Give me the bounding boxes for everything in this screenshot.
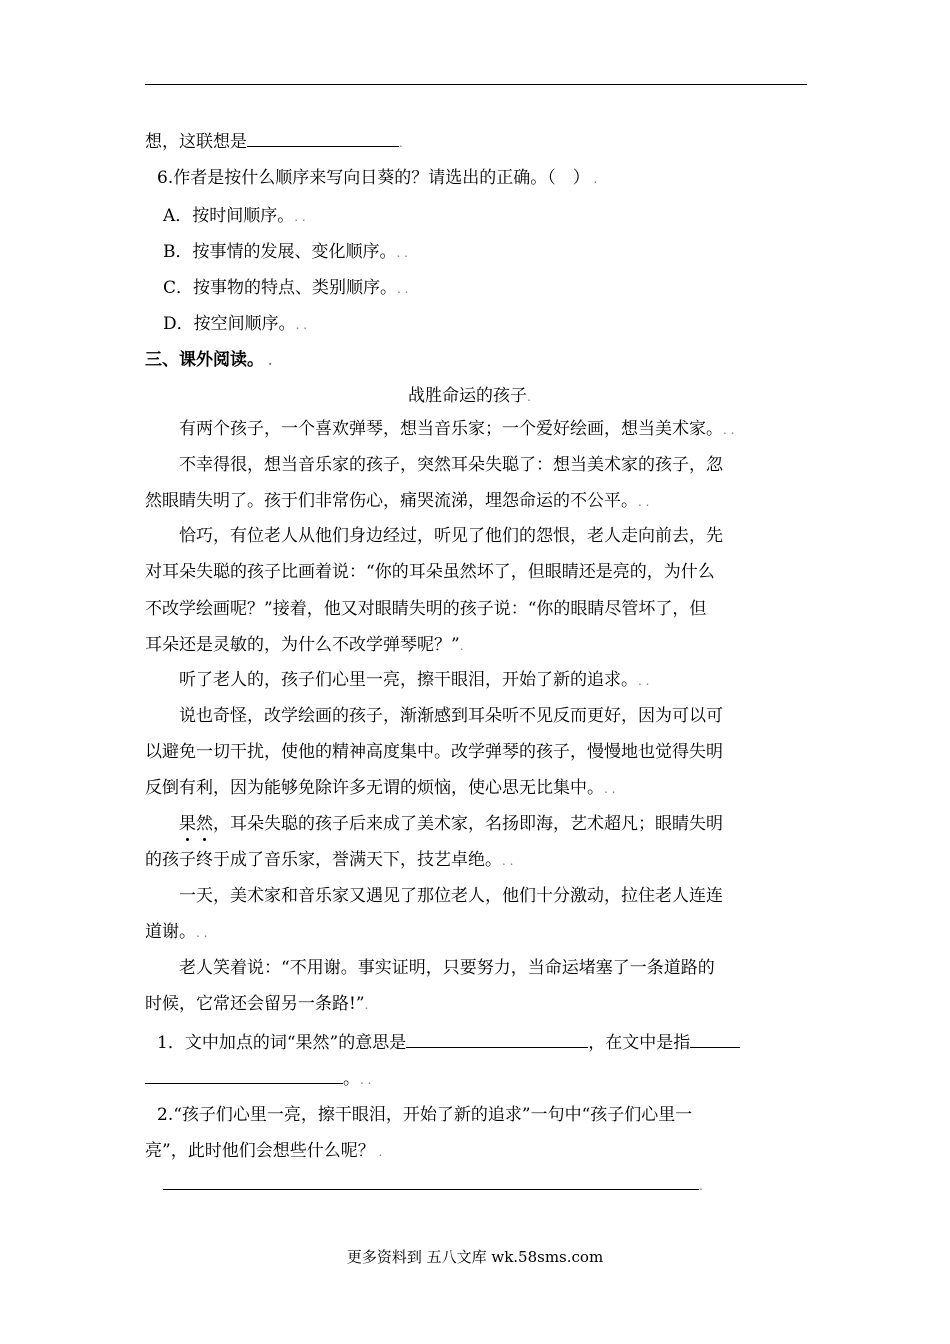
story-paragraph-5-line-3: 反倒有利，因为能够免除许多无谓的烦恼，使心思无比集中。. . — [145, 778, 616, 798]
q6-option-d[interactable]: D．按空间顺序。. . — [163, 314, 308, 334]
q1-context-blank-start[interactable] — [690, 1046, 740, 1048]
story-paragraph-3-line-1: 恰巧，有位老人从他们身边经过，听见了他们的怨恨，老人走向前去，先 — [179, 526, 723, 546]
story-paragraph-8-line-1: 老人笑着说：“不用谢。事实证明，只要努力，当命运堵塞了一条道路的 — [179, 958, 715, 978]
story-title-text: 战胜命运的孩子 — [408, 386, 527, 406]
q5-tail-text: 想，这联想是 — [145, 132, 247, 152]
story-paragraph-6-line-2: 的孩子终于成了音乐家，誉满天下，技艺卓绝。. . — [145, 850, 514, 870]
p6-l1-text: ，耳朵失聪的孩子后来成了美术家，名扬即海，艺术超凡；眼睛失明 — [213, 814, 723, 834]
story-paragraph-4: 听了老人的，孩子们心里一亮，擦干眼泪，开始了新的追求。. . — [179, 670, 650, 690]
q2-l2-text: 亮”，此时他们会想些什么呢？ — [145, 1141, 375, 1161]
emphasis-dotted-char: 然 — [196, 809, 213, 834]
p6-l2-text: 的孩子终于成了音乐家，誉满天下，技艺卓绝。 — [145, 850, 502, 870]
q1-end-text: 。 — [343, 1069, 360, 1089]
q6-option-b[interactable]: B．按事情的发展、变化顺序。. . — [163, 242, 408, 262]
story-paragraph-2-line-1: 不幸得很，想当音乐家的孩子，突然耳朵失聪了：想当美术家的孩子，忽 — [179, 455, 723, 475]
q6-option-c-text: C．按事物的特点、类别顺序。 — [163, 278, 398, 298]
q6-option-c[interactable]: C．按事物的特点、类别顺序。. . — [163, 278, 409, 298]
q5-answer-blank[interactable] — [247, 145, 399, 147]
p3-l4-text: 耳朵还是灵敏的，为什么不改学弹琴呢？” — [145, 635, 460, 655]
question-2-line-1: 2.“孩子们心里一亮，擦干眼泪，开始了新的追求”一句中“孩子们心里一 — [157, 1105, 693, 1125]
question-2-line-2: 亮”，此时他们会想些什么呢？ . — [145, 1141, 383, 1161]
q2-answer-blank[interactable] — [163, 1188, 699, 1190]
q1-context-blank-end[interactable] — [145, 1082, 343, 1084]
top-rule — [145, 84, 807, 85]
story-paragraph-5-line-1: 说也奇怪，改学绘画的孩子，渐渐感到耳朵听不见反而更好，因为可以可 — [179, 706, 723, 726]
section3-heading-text: 三、课外阅读。 — [145, 350, 264, 370]
footer-credit: 更多资料到 五八文库 wk.58sms.com — [346, 1248, 604, 1266]
q2-answer-line: . — [163, 1175, 703, 1195]
q6-option-a[interactable]: A．按时间顺序。. . — [163, 206, 306, 226]
question-1-line-2: 。. . — [145, 1064, 371, 1089]
story-paragraph-6-line-1 — [179, 809, 723, 834]
story-paragraph-7-line-2: 道谢。. . — [145, 922, 208, 942]
story-paragraph-8-line-2: 时候，它常还会留另一条路!”. — [145, 994, 369, 1014]
p4-text: 听了老人的，孩子们心里一亮，擦干眼泪，开始了新的追求。 — [179, 670, 638, 690]
q1-text-a: 1．文中加点的词“果然”的意思是 — [157, 1033, 407, 1053]
story-paragraph-5-line-2: 以避免一切干扰，使他的精神高度集中。改学弹琴的孩子，慢慢地也觉得失明 — [145, 742, 723, 762]
p7-l2-text: 道谢。 — [145, 922, 196, 942]
q5-tail-line: 想，这联想是 . — [145, 132, 403, 152]
p8-l2-text: 时候，它常还会留另一条路!” — [145, 994, 365, 1014]
q1-text-b: ，在文中是指 — [588, 1033, 691, 1053]
p2-l2-text: 然眼睛失明了。孩于们非常伤心，痛哭流涕，埋怨命运的不公平。 — [145, 491, 638, 511]
story-paragraph-1: 有两个孩子，一个喜欢弹琴，想当音乐家；一个爱好绘画，想当美术家。. . — [179, 419, 735, 439]
p1-text: 有两个孩子，一个喜欢弹琴，想当音乐家；一个爱好绘画，想当美术家。 — [179, 419, 723, 439]
q6-option-d-text: D．按空间顺序。 — [163, 314, 296, 334]
story-paragraph-3-line-4: 耳朵还是灵敏的，为什么不改学弹琴呢？”. — [145, 635, 464, 655]
emphasis-dotted-char: 果 — [179, 809, 196, 834]
q6-option-b-text: B．按事情的发展、变化顺序。 — [163, 242, 397, 262]
story-paragraph-3-line-3: 不改学绘画呢？”接着，他又对眼睛失明的孩子说：“你的眼睛尽管坏了，但 — [145, 599, 707, 619]
q6-option-a-text: A．按时间顺序。 — [163, 206, 295, 226]
q6-text: 6.作者是按什么顺序来写向日葵的？请选出的正确。（ ） — [157, 168, 590, 188]
section3-heading: 三、课外阅读。 . — [145, 350, 273, 370]
question-1-line-1 — [157, 1028, 740, 1053]
q1-meaning-blank[interactable] — [406, 1046, 588, 1048]
p5-l3-text: 反倒有利，因为能够免除许多无谓的烦恼，使心思无比集中。 — [145, 778, 604, 798]
story-paragraph-7-line-1: 一天，美术家和音乐家又遇见了那位老人，他们十分激动，拉住老人连连 — [179, 886, 723, 906]
q6-question: 6.作者是按什么顺序来写向日葵的？请选出的正确。（ ） . — [157, 168, 598, 188]
story-title: 战胜命运的孩子. — [408, 386, 531, 406]
story-paragraph-2-line-2: 然眼睛失明了。孩于们非常伤心，痛哭流涕，埋怨命运的不公平。. . — [145, 491, 650, 511]
story-paragraph-3-line-2: 对耳朵失聪的孩子比画着说：“你的耳朵虽然坏了，但眼睛还是亮的，为什么 — [145, 562, 715, 582]
